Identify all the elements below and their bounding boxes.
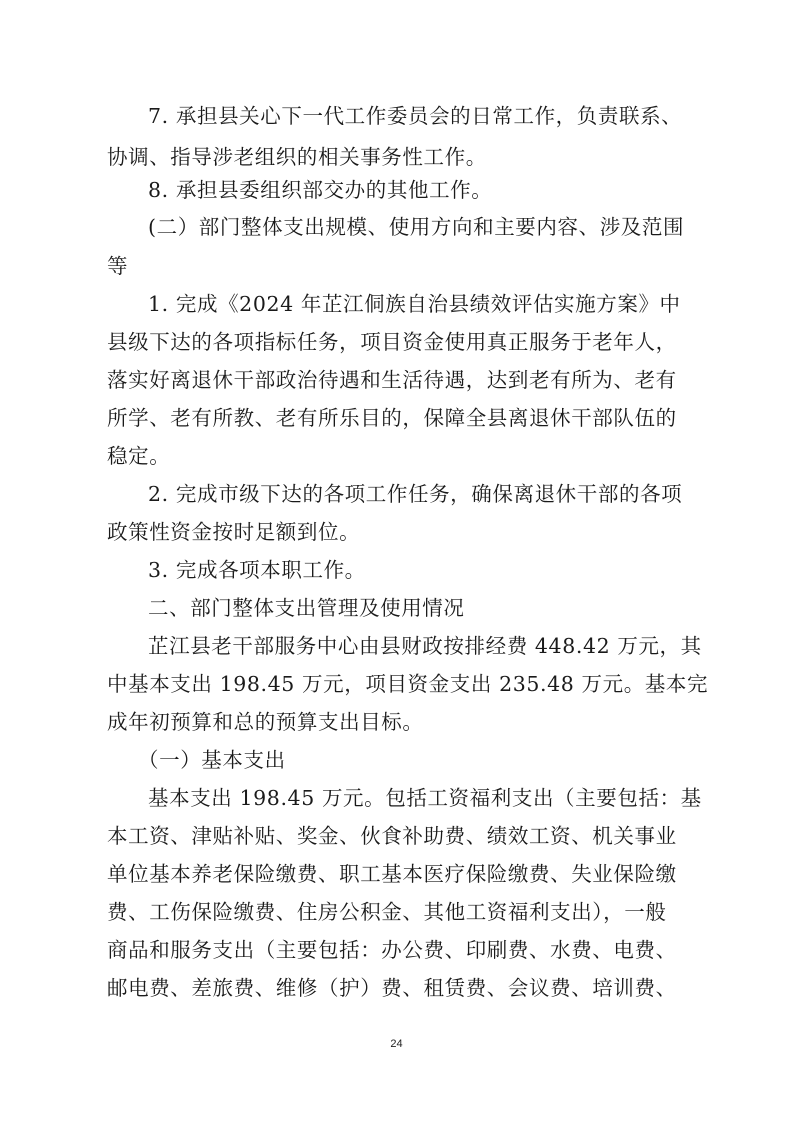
paragraph-line: 落实好离退休干部政治待遇和生活待遇，达到老有所为、老有	[107, 368, 677, 392]
section-heading-continued: 等	[107, 254, 129, 278]
paragraph-line: 县级下达的各项指标任务，项目资金使用真正服务于老年人，	[107, 330, 677, 354]
section-heading: 二、部门整体支出管理及使用情况	[148, 596, 465, 620]
page-number: 24	[390, 1038, 403, 1050]
paragraph-line: 商品和服务支出（主要包括：办公费、印刷费、水费、电费、	[107, 938, 677, 962]
paragraph-line: 8. 承担县委组织部交办的其他工作。	[148, 178, 493, 202]
paragraph-line: 芷江县老干部服务中心由县财政按排经费 448.42 万元，其	[148, 634, 702, 658]
paragraph-line: 协调、指导涉老组织的相关事务性工作。	[107, 145, 487, 169]
paragraph-line: 单位基本养老保险缴费、职工基本医疗保险缴费、失业保险缴	[107, 862, 677, 886]
paragraph-line: 政策性资金按时足额到位。	[107, 520, 361, 544]
paragraph-line: 成年初预算和总的预算支出目标。	[107, 710, 424, 734]
paragraph-line: 费、工伤保险缴费、住房公积金、其他工资福利支出），一般	[107, 900, 667, 924]
paragraph-line: 3. 完成各项本职工作。	[148, 558, 366, 582]
paragraph-line: 2. 完成市级下达的各项工作任务，确保离退休干部的各项	[148, 482, 683, 506]
paragraph-line: 1. 完成《2024 年芷江侗族自治县绩效评估实施方案》中	[148, 292, 681, 316]
section-heading: (二）部门整体支出规模、使用方向和主要内容、涉及范围	[148, 215, 685, 239]
paragraph-line: 基本支出 198.45 万元。包括工资福利支出（主要包括：基	[148, 786, 702, 810]
subsection-heading: （一）基本支出	[138, 748, 286, 772]
paragraph-line: 本工资、津贴补贴、奖金、伙食补助费、绩效工资、机关事业	[107, 824, 677, 848]
paragraph-line: 所学、老有所教、老有所乐目的，保障全县离退休干部队伍的	[107, 406, 677, 430]
paragraph-line: 稳定。	[107, 444, 171, 468]
paragraph-line: 7. 承担县关心下一代工作委员会的日常工作，负责联系、	[148, 104, 683, 128]
paragraph-line: 中基本支出 198.45 万元，项目资金支出 235.48 万元。基本完	[107, 672, 709, 696]
paragraph-line: 邮电费、差旅费、维修（护）费、租赁费、会议费、培训费、	[107, 976, 677, 1000]
